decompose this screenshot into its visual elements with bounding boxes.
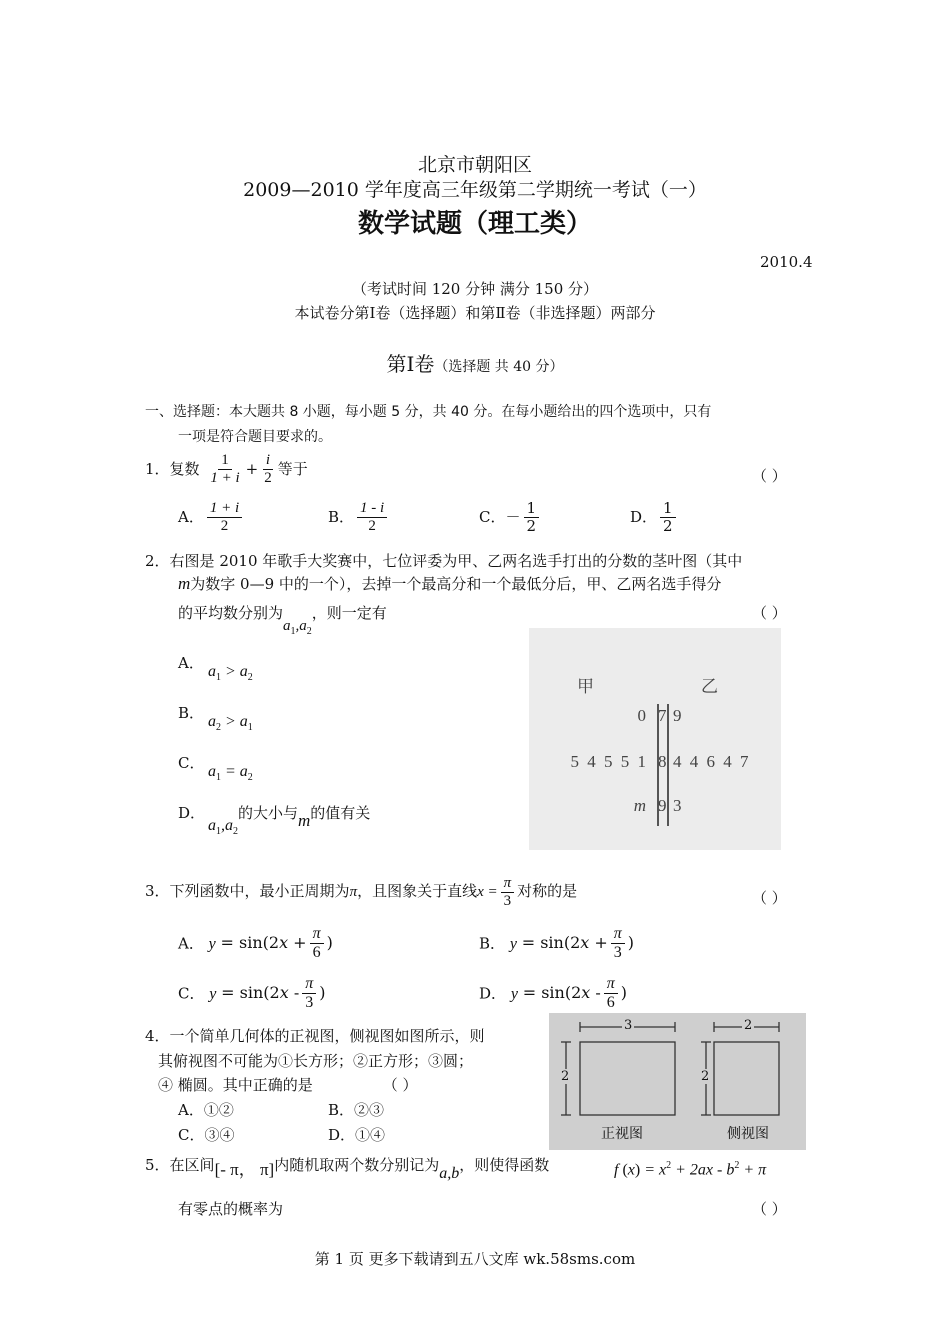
q1-a-num: 1 + i xyxy=(207,500,242,518)
q2-line3 xyxy=(178,602,387,637)
q3-text2: ，且图象关于直线 xyxy=(357,882,478,901)
q1-b-label: B． xyxy=(328,507,355,526)
q5-answer-paren: （ ） xyxy=(752,1200,787,1218)
q2-option-c-label: C． xyxy=(178,754,205,772)
q5-text2: 内随机取两个数分别记为 xyxy=(274,1156,440,1174)
header-line2: 2009—2010 学年度高三年级第二学期统一考试（一） xyxy=(243,179,707,201)
volume-title: 第Ⅰ卷 xyxy=(386,352,435,376)
q1-fraction-1 xyxy=(207,452,242,488)
stem-row1-right: 9 xyxy=(673,706,682,725)
q2-option-a: $a_1 > a_2$ xyxy=(208,663,253,684)
q3-option-d: D． y = sin(2x - $\frac{\pi}{6}$ ) xyxy=(479,975,628,1012)
q1-f1-num: 1 xyxy=(218,452,232,470)
q1-a-den: 2 xyxy=(220,518,229,535)
exam-date: 2010.4 xyxy=(760,253,813,271)
q4-line1 xyxy=(145,1025,485,1046)
q3-d-formula: y xyxy=(510,985,518,1003)
q3-text3: 对称的是 xyxy=(517,882,578,901)
q2-line2 xyxy=(178,573,721,594)
q1-f2-num: i xyxy=(263,452,273,470)
q2-text-2: 为数字 0—9 中的一个），去掉一个最高分和一个最低分后，甲、乙两名选手得分 xyxy=(190,575,722,593)
stem-row1-left: 0 xyxy=(637,706,646,725)
q5-interval: [- π， π] xyxy=(214,1160,275,1179)
side-view-caption: 侧视图 xyxy=(727,1126,769,1142)
stem-row2-stem: 8 xyxy=(658,752,667,771)
front-view-rect xyxy=(580,1042,675,1115)
three-view-figure xyxy=(549,1013,806,1150)
front-width-label: 3 xyxy=(624,1018,633,1033)
q1-c-frac xyxy=(524,500,540,536)
q2-option-d xyxy=(208,802,371,838)
q3-a-label: A． xyxy=(178,934,204,953)
stem-right-name: 乙 xyxy=(701,677,718,697)
q1-f2-den: 2 xyxy=(264,470,272,487)
q5-line1 xyxy=(145,1150,550,1182)
question-3 xyxy=(145,875,577,911)
q1-b-num: 1 - i xyxy=(357,500,387,518)
q1-option-c xyxy=(479,500,542,536)
q2-option-d-label: D． xyxy=(178,804,206,822)
q4-answer-paren: （ ） xyxy=(382,1076,418,1094)
q3-b-label: B． xyxy=(479,934,506,953)
q4-number: 4． xyxy=(145,1027,170,1045)
instruction-line2: 一项是符合题目要求的。 xyxy=(178,429,332,445)
q1-answer-paren: （ ） xyxy=(752,467,787,485)
page-title: 数学试题（理工类） xyxy=(357,209,592,239)
q3-option-a: A． y = sin(2x + $\frac{\pi}{6}$ ) xyxy=(178,925,333,962)
q2-option-a-label: A． xyxy=(178,654,204,672)
q1-d-num: 1 xyxy=(660,500,676,518)
front-height-label: 2 xyxy=(561,1069,570,1084)
q3-d-label: D． xyxy=(479,984,507,1003)
q1-a-frac xyxy=(207,500,242,536)
volume-subtitle: （选择题 共 40 分） xyxy=(434,359,564,375)
instruction-line1: 一、选择题：本大题共 8 小题，每小题 5 分，共 40 分。在每小题给出的四个选项中，只有 xyxy=(145,404,712,420)
time-info: （考试时间 120 分钟 满分 150 分） xyxy=(351,280,599,298)
q2-a1-a2: $a_1,a_2$ xyxy=(283,618,312,637)
q1-b-frac xyxy=(357,500,387,536)
page-footer: 第 1 页 更多下载请到五八文库 wk.58sms.com xyxy=(314,1250,636,1268)
q1-pre: 复数 xyxy=(169,459,200,478)
q5-text3: ，则使得函数 xyxy=(459,1156,550,1174)
q2-m: m xyxy=(178,574,191,593)
q3-c-label: C． xyxy=(178,984,205,1003)
q5-line2: 有零点的概率为 xyxy=(178,1200,284,1218)
side-view-rect xyxy=(714,1042,779,1115)
q3-pi: π xyxy=(349,884,358,901)
q1-option-d xyxy=(630,500,679,536)
q1-option-a xyxy=(178,500,245,536)
stem-row3-right: 3 xyxy=(673,796,682,815)
q4-text3: ④ 椭圆。其中正确的是 xyxy=(158,1076,313,1094)
q1-d-den: 2 xyxy=(663,517,673,536)
q1-d-frac xyxy=(660,500,676,536)
q3-number: 3． xyxy=(145,882,170,901)
q1-c-num: 1 xyxy=(524,500,540,518)
q3-option-c: C． y = sin(2x - $\frac{\pi}{3}$ ) xyxy=(178,975,326,1012)
q1-fraction-2 xyxy=(261,452,275,488)
q5-text1: 在区间 xyxy=(169,1156,215,1174)
q5-ab: a,b xyxy=(439,1165,460,1182)
q2-text-3b: ，则一定有 xyxy=(311,604,387,622)
q2-text-3: 的平均数分别为 xyxy=(178,604,284,622)
stem-left-name: 甲 xyxy=(577,677,594,697)
stem-row2-right: 4 4 6 4 7 xyxy=(673,752,749,771)
q5-number: 5． xyxy=(145,1156,170,1174)
q3-option-b: B． y = sin(2x + $\frac{\pi}{3}$ ) xyxy=(479,925,635,962)
q2-line1 xyxy=(145,550,742,571)
front-view-caption: 正视图 xyxy=(601,1126,643,1142)
q2-answer-paren: （ ） xyxy=(752,604,787,622)
q1-c-label: C． xyxy=(479,507,506,526)
q2-option-b: $a_2 > a_1$ xyxy=(208,713,253,734)
q5-function: f $(x) = x^2 + 2ax - b^2 + \pi$ xyxy=(614,1160,767,1179)
q4-option-c: C．③④ xyxy=(178,1126,235,1144)
q4-line2: 其俯视图不可能为①长方形；②正方形；③圆； xyxy=(158,1052,474,1070)
side-width-label: 2 xyxy=(744,1018,753,1033)
side-height-label: 2 xyxy=(701,1069,710,1084)
q2-d-vars: $a_1,a_2$ xyxy=(208,817,238,838)
stem-row2-left: 5 4 5 5 1 xyxy=(570,752,646,771)
q2-d-m: m xyxy=(298,811,311,830)
q3-answer-paren: （ ） xyxy=(752,889,787,907)
stem-row1-stem: 7 xyxy=(658,706,667,725)
q1-f1-den: 1 + i xyxy=(210,470,240,487)
stem-divider-right xyxy=(667,704,669,826)
q2-number: 2． xyxy=(145,552,170,570)
q3-line-eq: x = $\frac{\pi}{3}$ xyxy=(477,884,517,900)
stem-leaf-plot xyxy=(529,628,781,850)
q4-option-b: B．②③ xyxy=(328,1101,385,1119)
q4-option-d: D．①④ xyxy=(328,1126,386,1144)
q3-c-formula: y xyxy=(209,985,217,1003)
q4-line3 xyxy=(158,1074,418,1095)
question-1: 1．复数 $\frac{1}{1 + i}$ + $\frac{i}{2}$ 等于 xyxy=(145,452,308,487)
q3-b-formula: y xyxy=(509,935,517,953)
stem-row3-left: m xyxy=(633,796,646,815)
q1-number: 1． xyxy=(145,459,170,478)
q1-c-sign: － xyxy=(505,507,521,526)
q4-text1: 一个简单几何体的正视图，侧视图如图所示，则 xyxy=(169,1027,485,1045)
q1-option-b xyxy=(328,500,390,536)
parts-info: 本试卷分第Ⅰ卷（选择题）和第Ⅱ卷（非选择题）两部分 xyxy=(294,304,656,322)
stem-row3-stem: 9 xyxy=(658,796,667,815)
q3-text1: 下列函数中，最小正周期为 xyxy=(169,882,350,901)
header-line1: 北京市朝阳区 xyxy=(417,154,532,176)
q2-option-c: $a_1 = a_2$ xyxy=(208,763,253,784)
q1-post: 等于 xyxy=(277,459,308,478)
q2-d-text2: 的值有关 xyxy=(310,804,371,822)
q3-a-formula: y xyxy=(208,935,216,953)
q1-c-den: 2 xyxy=(526,517,537,536)
q4-option-a: A．①② xyxy=(178,1101,234,1119)
q2-text-1: 右图是 2010 年歌手大奖赛中，七位评委为甲、乙两名选手打出的分数的茎叶图（其中 xyxy=(169,552,743,570)
q1-d-label: D． xyxy=(630,507,658,526)
q2-option-b-label: B． xyxy=(178,704,205,722)
volume-heading xyxy=(0,348,950,377)
q2-d-text: 的大小与 xyxy=(238,804,299,822)
q1-a-label: A． xyxy=(178,507,204,526)
q1-b-den: 2 xyxy=(368,518,376,535)
